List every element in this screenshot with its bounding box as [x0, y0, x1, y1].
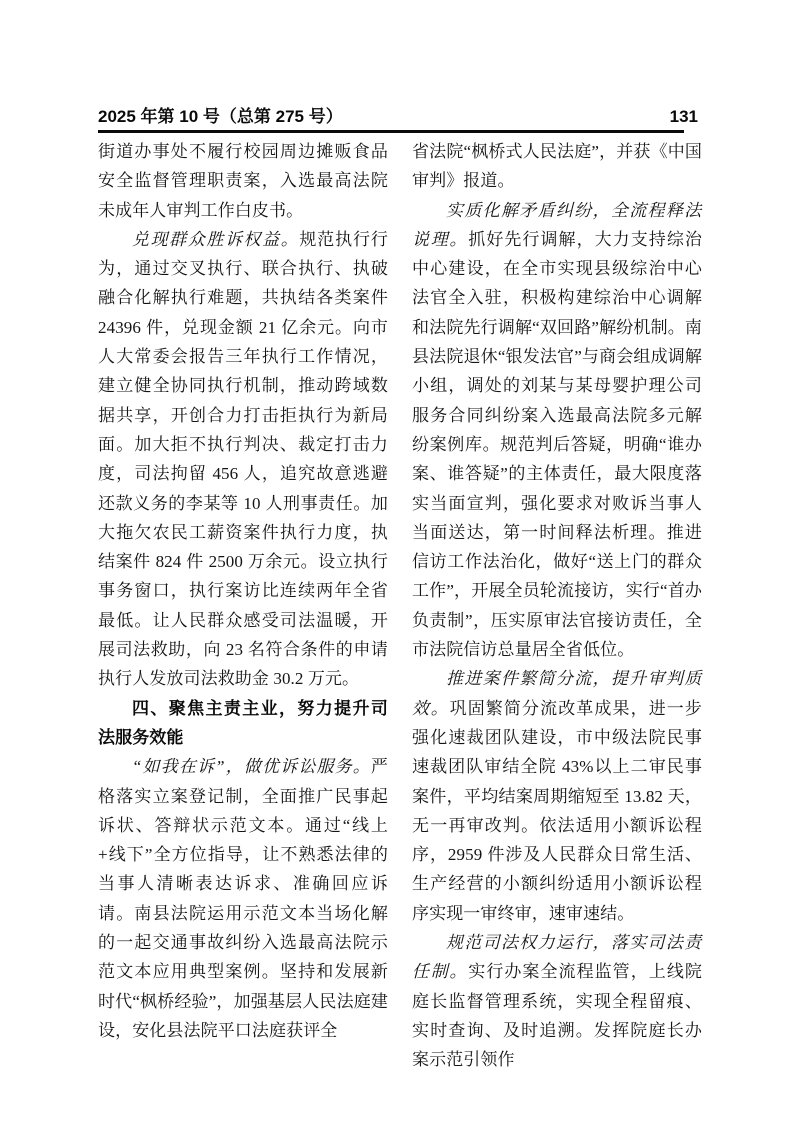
article-body	[98, 137, 702, 1075]
section-heading	[98, 694, 388, 753]
issue-label: 2025 年第 10 号（总第 275 号）	[98, 107, 343, 126]
right-column	[412, 137, 702, 1075]
paragraph	[412, 137, 702, 196]
body-text: 四、聚焦主责主业，努力提升司法服务效能	[98, 698, 388, 747]
paragraph	[412, 928, 702, 1074]
lead-sentence: 实质化解矛盾纠纷，全流程释法说理。	[412, 200, 702, 249]
paragraph	[412, 664, 702, 928]
paragraph	[98, 752, 388, 1045]
body-text: 抓好先行调解，大力支持综治中心建设，在全市实现县级综治中心法官全入驻，积极构建综治中心调解和法院先行调解“双回路”解纷机制。南县法院退休“银发法官”与商会组成调解小组，调处的刘某与某母婴护理公司服务合同纠纷案入选最高法院多元解纷案例库。规范判后答疑，明确“谁办案、谁答疑”的主体责任，最大限度落实当面宣判，强化要求对败诉当事人当面送达，第一时间释法析理。推进信访工作法治化，做好“送上门的群众工作”，开展全员轮流接访，实行“首办负责制”，压实原审法官接访责任，全市法院信访总量居全省低位。	[412, 229, 702, 660]
lead-sentence: 兑现群众胜诉权益。	[132, 229, 300, 249]
body-text: 实行办案全流程监管，上线院庭长监督管理系统，实现全程留痕、实时查询、及时追溯。发挥院庭长办案示范引领作	[412, 962, 702, 1070]
body-text: 规范执行行为，通过交叉执行、联合执行、执破融合化解执行难题，共执结各类案件 24396 件，兑现金额 21 亿余元。向市人大常委会报告三年执行工作情况，建立健全协同执行机制，推动跨域数据共享，开创合力打击拒执行为新局面。加大拒不执行判决、裁定打击力度，司法拘留 456 人，追究故意逃避还款义务的李某等 10 人刑事责任。加大拖欠农民工薪资案件执行力度，执结案件 824 件 2500 万余元。设立执行事务窗口，执行案访比连续两年全省最低。让人民群众感受司法温暖，开展司法救助，向 23 名符合条件的申请执行人发放司法救助金 30.2 万元。	[98, 229, 388, 689]
paragraph	[412, 196, 702, 665]
page-number: 131	[669, 107, 698, 126]
header-rule	[98, 130, 684, 133]
paragraph	[98, 137, 388, 225]
lead-sentence: 推进案件繁简分流，提升审判质效。	[412, 669, 702, 718]
body-text: 省法院“枫桥式人民法庭”，并获《中国审判》报道。	[412, 142, 702, 191]
body-text: 街道办事处不履行校园周边摊贩食品安全监督管理职责案，入选最高法院未成年人审判工作白皮书。	[98, 142, 388, 220]
left-column	[98, 137, 388, 1075]
body-text: 巩固繁简分流改革成果，进一步强化速裁团队建设，市中级法院民事速裁团队审结全院 43%以上二审民事案件，平均结案周期缩短至 13.82 天，无一再审改判。依法适用小额诉讼程序，2959 件涉及人民群众日常生活、生产经营的小额纠纷适用小额诉讼程序实现一审终审，速审速结。	[412, 698, 702, 923]
lead-sentence: 规范司法权力运行，落实司法责任制。	[412, 933, 702, 982]
body-text: 严格落实立案登记制，全面推广民事起诉状、答辩状示范文本。通过“线上+线下”全方位指导，让不熟悉法律的当事人清晰表达诉求、准确回应诉请。南县法院运用示范文本当场化解的一起交通事故纠纷入选最高法院示范文本应用典型案例。坚持和发展新时代“枫桥经验”，加强基层人民法庭建设，安化县法院平口法庭获评全	[98, 757, 388, 1040]
running-head	[98, 106, 698, 128]
lead-sentence: “如我在诉”，做优诉讼服务。	[132, 757, 371, 777]
paragraph	[98, 225, 388, 694]
